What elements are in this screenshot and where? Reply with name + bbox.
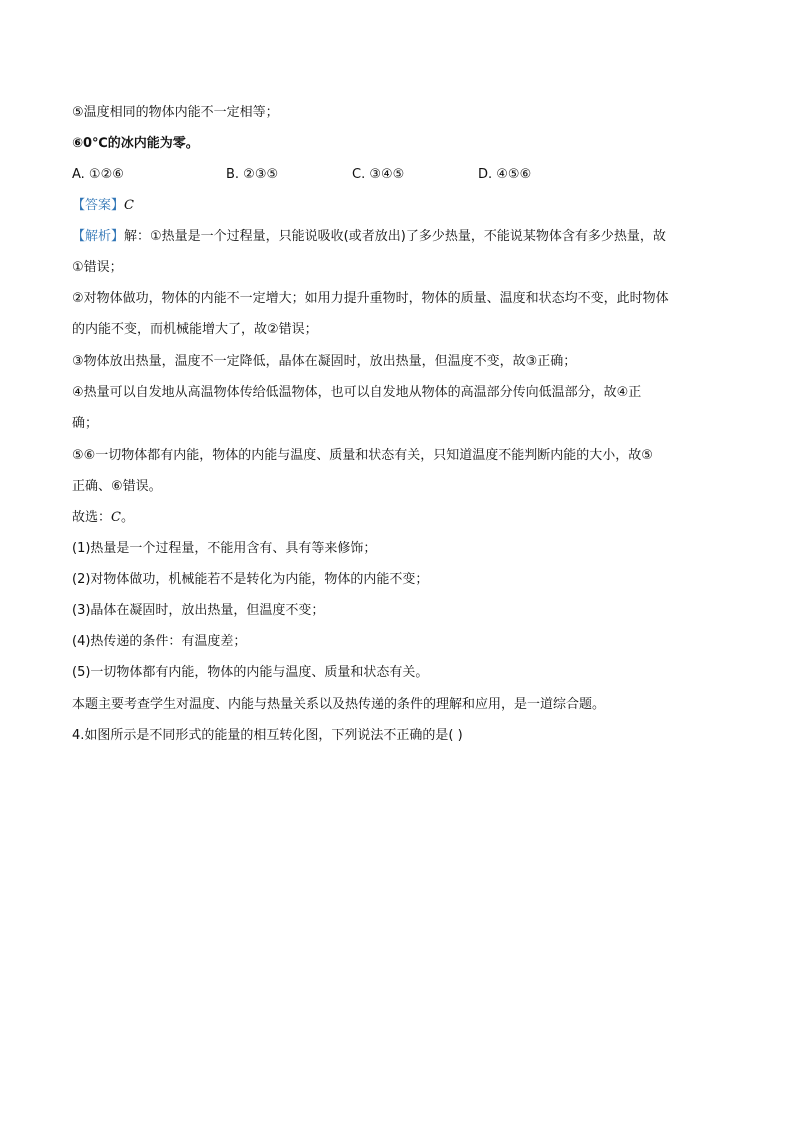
- summary-line: 本题主要考查学生对温度、内能与热量关系以及热传递的条件的理解和应用，是一道综合题。: [72, 697, 606, 712]
- analysis-line-3: ②对物体做功，物体的内能不一定增大；如用力提升重物时，物体的质量、温度和状态均不变，此时物体: [72, 291, 669, 306]
- point-2: (2)对物体做功，机械能若不是转化为内能，物体的内能不变；: [72, 572, 429, 587]
- point-4: (4)热传递的条件：有温度差；: [72, 634, 247, 649]
- option-d: D. ④⑤⑥: [478, 167, 532, 182]
- analysis-line-6: ④热量可以自发地从高温物体传给低温物体，也可以自发地从物体的高温部分传向低温部分，故④正: [72, 385, 642, 400]
- statement-5: ⑤温度相同的物体内能不一定相等；: [72, 105, 279, 120]
- point-5: (5)一切物体都有内能，物体的内能与温度、质量和状态有关。: [72, 665, 429, 680]
- analysis-line-9: 正确、⑥错误。: [72, 479, 162, 494]
- choose-line: [72, 508, 134, 528]
- option-a: A. ①②⑥: [72, 167, 124, 182]
- point-3: (3)晶体在凝固时，放出热量，但温度不变；: [72, 603, 325, 618]
- analysis-tag: 【解析】: [72, 229, 125, 244]
- analysis-line-5: ③物体放出热量，温度不一定降低，晶体在凝固时，放出热量，但温度不变，故③正确；: [72, 354, 577, 369]
- choose-suffix: 。: [120, 510, 134, 525]
- analysis-line-8: ⑤⑥一切物体都有内能，物体的内能与温度、质量和状态有关，只知道温度不能判断内能的大小，故⑤: [72, 448, 653, 463]
- statement-6: ⑥0℃的冰内能为零。: [72, 136, 199, 151]
- point-1: (1)热量是一个过程量，不能用含有、具有等来修饰；: [72, 541, 377, 556]
- analysis-line-2: ①错误；: [72, 260, 123, 275]
- answer-tag: 【答案】: [72, 198, 125, 213]
- analysis-line-4: 的内能不变，而机械能增大了，故②错误；: [72, 322, 318, 337]
- analysis-line-1: [72, 227, 666, 247]
- analysis-text: 解：①热量是一个过程量，只能说吸收(或者放出)了多少热量，不能说某物体含有多少热量，故: [124, 229, 666, 244]
- option-c: C. ③④⑤: [352, 167, 405, 182]
- analysis-line-7: 确；: [72, 416, 99, 431]
- question-4: 4.如图所示是不同形式的能量的相互转化图，下列说法不正确的是( ): [72, 728, 463, 743]
- answer-line: [72, 196, 134, 216]
- option-b: B. ②③⑤: [226, 167, 279, 182]
- answer-value: C: [124, 198, 134, 213]
- choose-value: C: [111, 510, 121, 525]
- choose-prefix: 故选：: [72, 510, 112, 525]
